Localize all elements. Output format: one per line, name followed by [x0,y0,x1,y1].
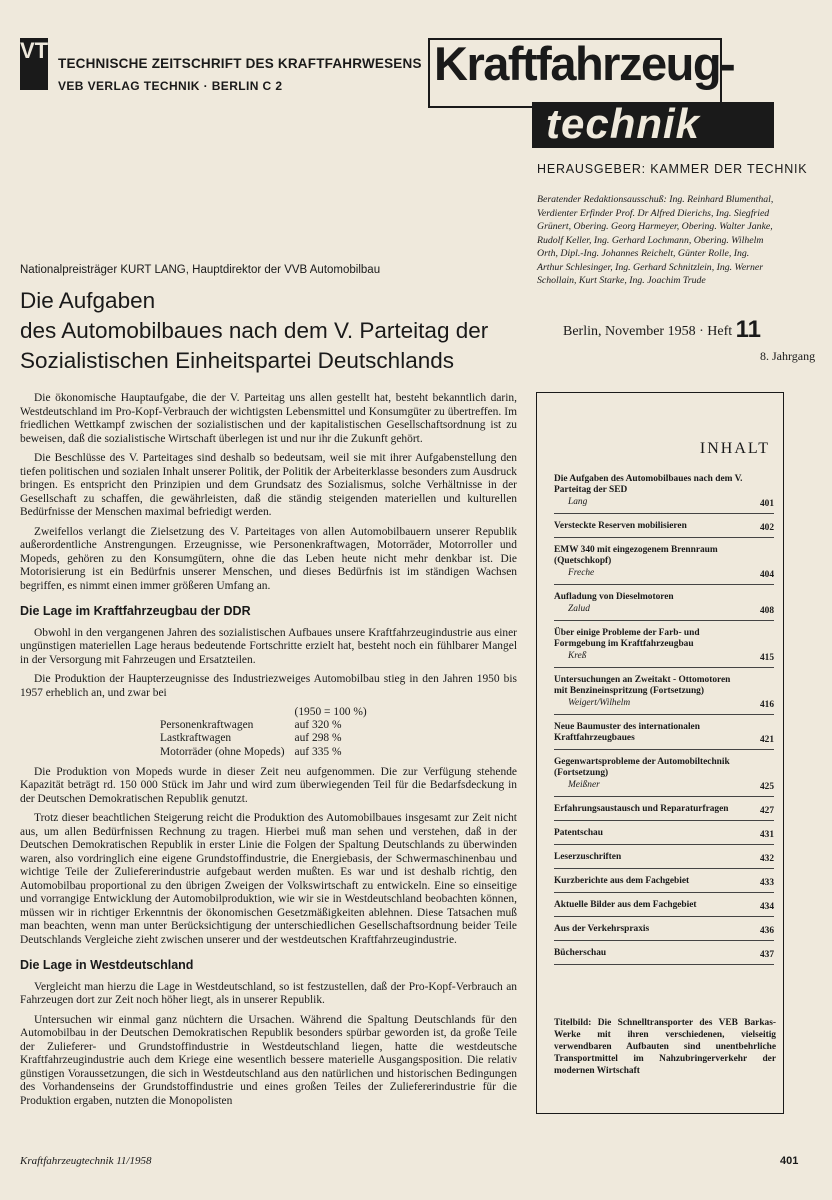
contents-item-page: 421 [759,735,774,745]
article-title-line-2: des Automobilbaues nach dem V. Parteitag der [20,318,489,343]
contents-item-title: Erfahrungsaustausch und Reparaturfragen [554,804,729,814]
table-cell-value: auf 320 % [294,719,342,732]
journal-title: TECHNISCHE ZEITSCHRIFT DES KRAFTFAHRWESENS [58,56,422,71]
article-author: Nationalpreisträger KURT LANG, Hauptdirektor der VVB Automobilbau [20,264,381,276]
paragraph: Obwohl in den vergangenen Jahren des sozialistischen Aufbaues unsere Kraftfahrzeugindustrie aus einer ungünstigen materiellen Lage heraus bedeutende Fortschritte erzielt hat, besteht noch ein fühlbarer Mangel in der Versorgung mit Fahrzeugen und Ersatzteilen. [20,626,517,666]
article-title-line-1: Die Aufgaben [20,288,156,313]
table-row [160,732,377,745]
section-heading: Die Lage im Kraftfahrzeugbau der DDR [20,604,251,618]
contents-item-page: 401 [759,499,774,509]
contents-item-title: Aus der Verkehrspraxis [554,924,650,934]
contents-item-title: Kurzberichte aus dem Fachgebiet [554,876,690,886]
issue-info [563,316,761,344]
contents-item-page: 432 [759,854,774,864]
vt-logo: VT [20,38,48,90]
contents-item-author: Meißner [568,780,600,790]
contents-item-author: Zalud [568,604,590,614]
brand-logo-word-1: Kraftfahrzeug- [434,37,735,90]
table-cell-label: Personenkraftwagen [160,719,254,732]
contents-item-page: 436 [759,926,774,936]
contents-item-page: 404 [759,570,774,580]
table-cell-value: auf 298 % [294,732,342,745]
herausgeber-line: HERAUSGEBER: KAMMER DER TECHNIK [537,162,808,176]
article-body [20,392,517,1114]
page-number: 401 [780,1155,799,1167]
contents-item-title: Untersuchungen an Zweitakt - Ottomotoren mit Benzineinspritzung (Fortsetzung) [554,675,731,696]
contents-item [554,804,774,821]
brand-logo-word-2: technik [546,100,701,147]
contents-item [554,592,774,621]
paragraph: Untersuchen wir einmal ganz nüchtern die Ursachen. Während die Spaltung Deutschlands für den Automobilbau in der Deutschen Demokratischen Republik besonders spürbar geworden ist, da große Teile der Zulieferer- und Grundstoffindustrie in Westdeutschland liegen, hatte die westdeutsche Kraftfahrzeugindustrie auch dem Kriege eine wesentlich bessere materielle Ausgangsposition. Die relativ günstigen Voraussetzungen, die sich in Westdeutschland aus den natürlichen und historischen Bedingungen des Vorhandenseins der Grundstoffindustrie und eines großen Teiles der Zuliefererindustrie für die Produktion ergaben, nutzten die Monopolisten [20,1013,517,1107]
contents-heading: INHALT [699,440,770,457]
contents-item-title: Versteckte Reserven mobilisieren [554,521,687,531]
contents-item [554,948,774,965]
contents-item-page: 431 [759,830,774,840]
contents-item [554,545,774,585]
contents-item-title: Gegenwartsprobleme der Automobiltechnik (Fortsetzung) [554,757,730,778]
contents-item-page: 425 [759,782,774,792]
table-cell-label: Lastkraftwagen [160,732,232,745]
paragraph: Zweifellos verlangt die Zielsetzung des V. Parteitages von allen Automobilbauern unserer Republik außerordentliche Anstrengungen. Erzeugnisse, wie Personenkraftwagen, Motorräder, Motorroller und Mopeds, gehören zu den Konsumgütern, ohne die das Leben heute nicht mehr denkbar ist. Die Motorisierung ist ein Bedürfnis unserer Menschen, und dieses Bedürfnis ist im ständigen Wachsen begriffen, es nimmt einen immer größeren Umfang an. [20,525,517,592]
contents-item [554,828,774,845]
contents-item-title: EMW 340 mit eingezogenem Brennraum (Quetschkopf) [554,545,718,566]
cover-caption: Titelbild: Die Schnelltransporter des VEB Barkas-Werke mit ihren verschiedenen, vielseitig verwendbaren Aufbauten sind unentbehrliche Transportmittel im Nahzubringerverkehr der modernen Wirtschaft [554,1018,776,1076]
contents-item [554,876,774,893]
issue-date: Berlin, November 1958 · Heft [563,324,733,339]
contents-item [554,474,774,514]
volume-year: 8. Jahrgang [760,349,816,363]
contents-item-page: 402 [759,523,774,533]
paragraph: Die Produktion von Mopeds wurde in dieser Zeit neu aufgenommen. Die zur Verfügung stehende Kapazität beträgt rd. 150 000 Stück im Jahr und wird zum überwiegenden Teil für die Bedarfsdeckung in der Deutschen Demokratischen Republik genutzt. [20,765,517,805]
article-title-line-3: Sozialistischen Einheitspartei Deutschlands [20,348,454,373]
paragraph: Vergleicht man hierzu die Lage in Westdeutschland, so ist festzustellen, daß der Pro-Kopf-Verbrauch an Fahrzeugen dort zur Zeit noch höher liegt, als in unserer Republik. [20,980,517,1007]
contents-list [554,474,774,972]
contents-item-author: Freche [568,568,595,578]
paragraph: Trotz dieser beachtlichen Steigerung reicht die Produktion des Automobilbaues insgesamt zur Zeit nicht aus, um allen Bedürfnissen Rechnung zu tragen. Hierbei muß man sehen und verstehen, daß in der Deutschen Demokratischen Republik in erster Linie die Folgen der Spaltung Deutschlands zu überwinden waren, also vordringlich eine eigene Grundstoffindustrie, die Energiebasis, der Schwermaschinenbau und wichtige Teile der Zuliefererindustrie aufgebaut werden mußten. Es war und ist deshalb richtig, den Automobilbau proportional zu den übrigen Zweigen der Volkswirtschaft zu entwickeln. Eine so einseitige und vorrangige Entwicklung der Automobilproduktion, wie wir sie in Westdeutschland beobachten können, müssen wir in richtiger Erkenntnis der ökonomischen Gesetzmäßigkeiten ablehnen. Diese Tatsachen muß man beachten, wenn man unter Berücksichtigung der unterschiedlichen Gesellschaftsordnung beider Teile Deutschlands Vergleiche zieht zwischen unserer und der westdeutschen Kraftfahrzeugindustrie. [20,812,517,946]
contents-item-page: 415 [759,653,774,663]
contents-item-page: 433 [759,878,774,888]
table-row [160,719,377,732]
table-header: (1950 = 100 %) [294,706,367,718]
table-cell-label: Motorräder (ohne Mopeds) [160,745,285,758]
publisher-line: VEB VERLAG TECHNIK · BERLIN C 2 [58,79,283,93]
paragraph: Die Beschlüsse des V. Parteitages sind deshalb so bedeutsam, weil sie mit ihrer Aufgabenstellung den tiefen politischen und sozialen Inhalt unserer Politik, der Politik der Arbeiterklasse besonders zum Ausdruck bringen. Es entspricht den Prinzipien und dem Grundsatz des Sozialismus, solche Verhältnisse in der Gesellschaft zu schaffen, die gewährleisten, daß die ständig steigenden materiellen und kulturellen Bedürfnisse der Menschen maximal befriedigt werden. [20,452,517,518]
contents-item [554,722,774,750]
contents-item-page: 434 [759,902,774,912]
contents-item-author: Kreß [568,651,587,661]
contents-item-title: Aufladung von Dieselmotoren [554,592,674,602]
issue-number: 11 [735,316,761,343]
contents-item-page: 437 [759,950,774,960]
section-heading: Die Lage in Westdeutschland [20,958,194,973]
footer-journal: Kraftfahrzeugtechnik 11/1958 [20,1155,152,1167]
contents-item [554,521,774,538]
contents-item [554,757,774,797]
contents-item [554,852,774,869]
contents-item-page: 427 [759,806,774,816]
contents-item-page: 416 [759,700,774,710]
paragraph: Die ökonomische Hauptaufgabe, die der V. Parteitag uns allen gestellt hat, besteht bekanntlich darin, Westdeutschland im Pro-Kopf-Verbrauch der wichtigsten Lebensmittel und Konsumgüter zu übertreffen. Im friedlichen Wettkampf zwischen der sozialistischen und der kapitalistischen Gesellschaftsordnung ist zu beweisen, daß die sozialistische Wirtschaft überlegen ist und nur ihr die Zukunft gehört. [20,392,517,445]
contents-item-title: Aktuelle Bilder aus dem Fachgebiet [554,900,697,910]
contents-item [554,924,774,941]
contents-item [554,628,774,668]
table-row [160,746,377,759]
paragraph: Die Produktion der Haupterzeugnisse des Industriezweiges Automobilbau stieg in den Jahren 1950 bis 1957 erheblich an, und zwar bei [20,673,517,699]
contents-item-title: Die Aufgaben des Automobilbaues nach dem V. Parteitag der SED [554,474,743,495]
contents-item-author: Weigert/Wilhelm [568,698,631,708]
contents-item-title: Bücherschau [554,948,607,958]
production-table [160,706,377,759]
contents-item [554,675,774,715]
contents-item-page: 408 [759,606,774,616]
contents-item-title: Patentschau [554,828,603,838]
table-cell-value: auf 335 % [294,745,342,758]
table-row [160,706,377,719]
contents-item-author: Lang [568,497,588,507]
contents-item-title: Neue Baumuster des internationalen Kraftfahrzeugbaues [554,722,700,743]
contents-item-title: Leserzuschriften [554,852,622,862]
contents-item [554,900,774,917]
contents-item-title: Über einige Probleme der Farb- und Formgebung im Kraftfahrzeugbau [554,628,700,649]
editorial-board: Beratender Redaktionsausschuß: Ing. Reinhard Blumenthal, Verdienter Erfinder Prof. Dr Alfred Dierichs, Ing. Siegfried Grünert, Obering. Georg Harmeyer, Obering. Walter Janke, Rudolf Keller, Ing. Gerhard Lochmann, Obering. Wilhelm Orth, Dipl.-Ing. Johannes Reichelt, Günter Rolle, Ing. Arthur Schlesinger, Ing. Gerhard Schnitzlein, Ing. Werner Schollain, Kurt Starke, Ing. Joachim Trude [537,194,774,286]
